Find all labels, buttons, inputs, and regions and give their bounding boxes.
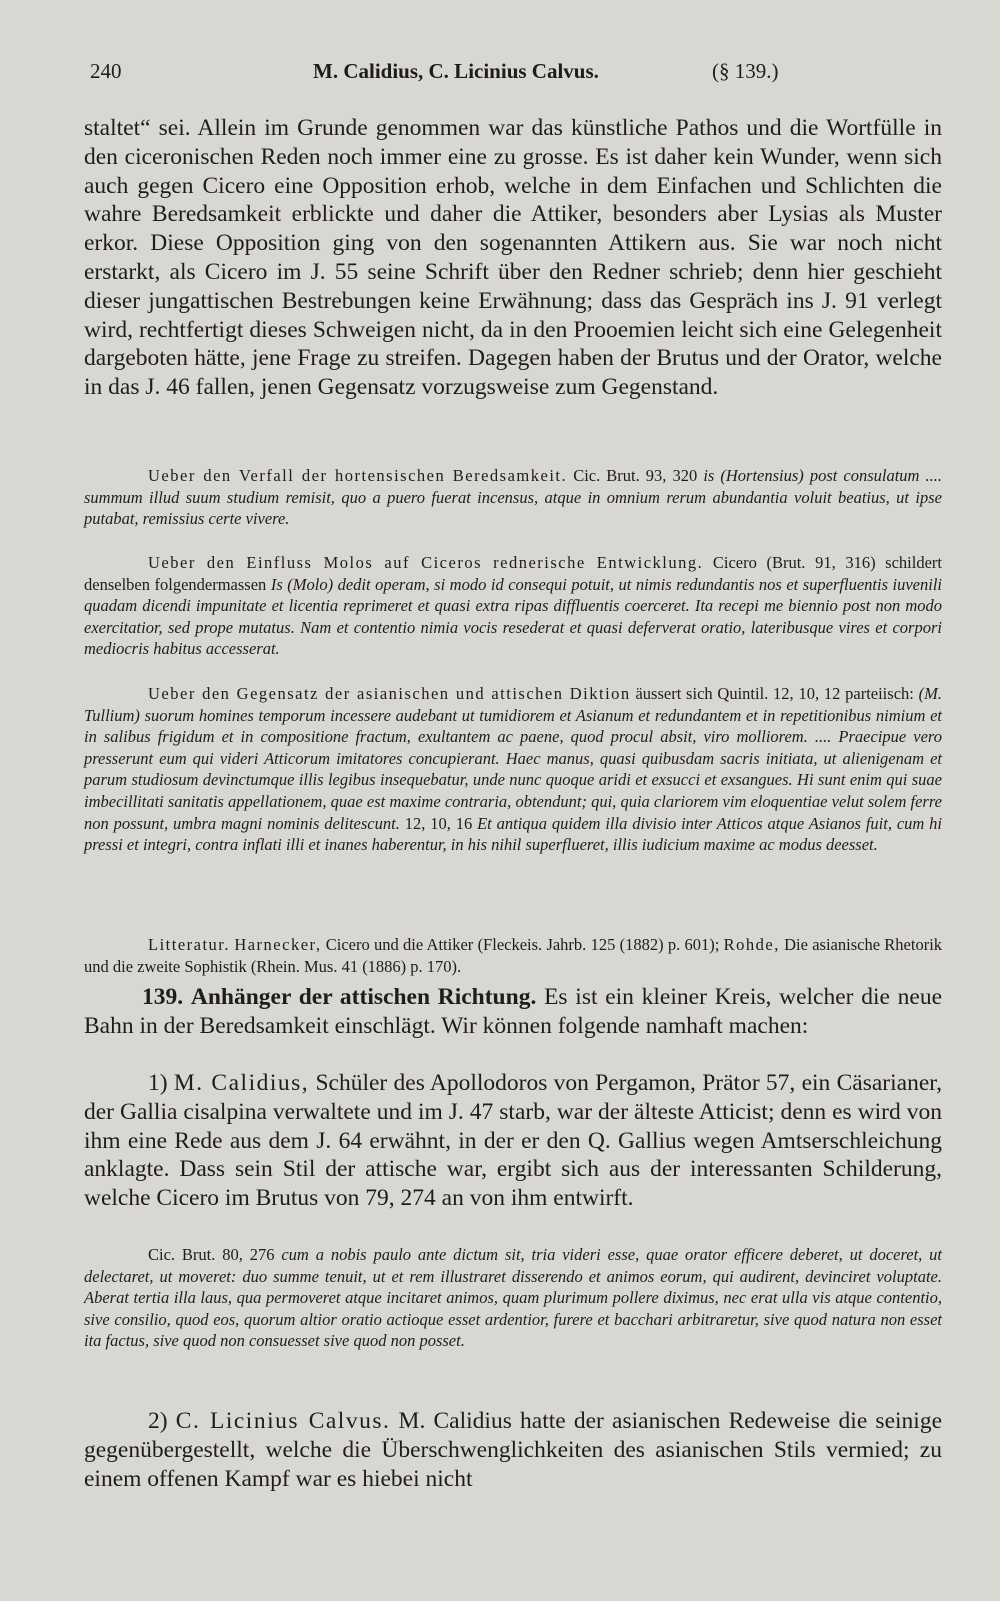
- footnote-reference: Cic. Brut. 80, 276: [148, 1245, 275, 1264]
- latin-quote: is (Hortensius) post consulatum .... summum illud suum studium remisit, quo a puero fuerat incensus, atque in omnium rerum abundantia voluit beatius, ut ipse putabat, remissius certe vivere.: [84, 466, 943, 529]
- person-name: C. Licinius Calvus.: [175, 1408, 391, 1434]
- latin-quote: Is (Molo) dedit operam, si modo id consequi potuit, ut nimis redundantis nos et superfluentis iuvenili quadam dicendi impunitate et licentia reprimeret et quasi extra ripas diffluentis coerceret. Ita recepi me biennio post non modo exercitatior, sed prope mutatus. Nam et contentio nimia vocis resederat et quasi deferverat oratio, lateribusque vires et corpori mediocris habitus accesserat.: [84, 574, 943, 659]
- list-item-calvus: [84, 1407, 942, 1493]
- author-name: Rohde,: [723, 935, 780, 954]
- latin-quote: cum a nobis paulo ante dictum sit, tria videri esse, quae orator efficere deberet, ut doceret, ut delectaret, ut moveret: duo summe tenuit, ut et rem illustraret disserendo et animos eorum, qui audirent, devinciret voluptate. Aberat tertia illa laus, qua permoveret atque incitaret animos, quam plurimum pollere diximus, nec erat ulla vis atque contentio, sive consilio, quod eos, quorum altior oratio actioque esset ardentior, furere et bacchari arbitraretur, sive quod natura non esset ita factus, sive quod non consuesset sive quod non posset.: [84, 1245, 943, 1351]
- work-title: Die asianische Rhetorik und die zweite Sophistik (Rhein. Mus. 41 (1886) p. 170).: [84, 935, 943, 976]
- footnote-reference: Cic. Brut. 93, 320: [573, 466, 698, 485]
- item-number: 2): [148, 1408, 168, 1434]
- item-text: Schüler des Apollodoros von Pergamon, Prätor 57, ein Cäsarianer, der Gallia cisalpina verwaltete und im J. 47 starb, war der älteste Atticist; denn es wird von ihm eine Rede aus dem J. 64 erwähnt, in der er den Q. Gallius wegen Amtserschleichung anklagte. Dass sein Stil der attische war, ergibt sich aus der interessanten Schilderung, welche Cicero im Brutus von 79, 274 an von ihm entwirft.: [84, 1070, 943, 1212]
- page-number: 240: [90, 59, 122, 83]
- list-item-calidius: [84, 1069, 942, 1213]
- section-139: [84, 983, 942, 1041]
- work-title: Cicero und die Attiker (Fleckeis. Jahrb. 125 (1882) p. 601);: [325, 935, 720, 954]
- literature-note: [84, 934, 942, 977]
- author-name: Harnecker,: [234, 935, 322, 954]
- section-text: Es ist ein kleiner Kreis, welcher die neue Bahn in der Beredsamkeit einschlägt. Wir können folgende namhaft machen:: [84, 984, 943, 1039]
- footnote-heading: Ueber den Verfall der hortensischen Beredsamkeit.: [148, 466, 568, 485]
- footnote-reference: 12, 10, 16: [404, 813, 473, 833]
- footnote-heading: Ueber den Einfluss Molos auf Ciceros rednerische Entwicklung.: [148, 553, 704, 572]
- page-header: [90, 55, 940, 89]
- footnote-text: äussert sich Quintil. 12, 10, 12 parteiisch:: [635, 684, 914, 703]
- section-number: 139.: [142, 984, 184, 1010]
- section-reference: (§ 139.): [712, 59, 779, 83]
- footnote-hortensius: [84, 465, 942, 530]
- latin-quote: Et antiqua quidem illa divisio inter Atticos atque Asianos fuit, cum hi pressi et integri, contra inflati illi et inanes haberentur, in his nihil superflueret, illis iudicium maxime ac modus deesset.: [84, 813, 943, 855]
- literature-label: Litteratur.: [148, 935, 231, 954]
- footnote-asian-attic-diction: [84, 683, 942, 856]
- footnote-heading: Ueber den Gegensatz der asianischen und attischen Diktion: [148, 684, 631, 703]
- latin-quote: (M. Tullium) suorum homines temporum incessere audebant ut tumidiorem et Asianum et redundantem et in repetitionibus nimium et in salibus frigidum et in compositione fractum, exultantem ac paene, quod procul absit, viro molliorem. .... Praecipue vero presserunt eum qui videri Atticorum imitatores concupierant. Haec manus, quasi quibusdam sacris initiata, ut alienigenam et parum studiosum devinctumque illis legibus insequebatur, unde nunc quoque aridi et exsucci et exsangues. Hi sunt enim qui suae imbecillitati sanitatis appellationem, quae est maxime contraria, obtendunt; qui, quia clariorem vim eloquentiae velut solem ferre non possunt, umbra magni nominis delitescunt.: [84, 684, 943, 833]
- footnote-molo: [84, 552, 942, 660]
- footnote-text: Cicero (Brut. 91, 316) schildert denselben folgendermassen: [84, 553, 943, 594]
- footnote-brutus: [84, 1244, 942, 1352]
- item-number: 1): [148, 1070, 168, 1096]
- body-paragraph-1: staltet“ sei. Allein im Grunde genommen war das künstliche Pathos und die Wortfülle in den ciceronischen Reden noch immer eine zu grosse. Es ist daher kein Wunder, wenn sich auch gegen Cicero eine Opposition erhob, welche in dem Einfachen und Schlichten die wahre Beredsamkeit erblickte und daher die Attiker, besonders aber Lysias als Muster erkor. Diese Opposition ging von den sogenannten Attikern aus. Sie war noch nicht erstarkt, als Cicero im J. 55 seine Schrift über den Redner schrieb; denn hier geschieht dieser jungattischen Bestrebungen keine Erwähnung; dass das Gespräch ins J. 91 verlegt wird, rechtfertigt dieses Schweigen nicht, da in den Prooemien leicht sich eine Gelegenheit dargeboten hätte, jene Frage zu streifen. Dagegen haben der Brutus und der Orator, welche in das J. 46 fallen, jenen Gegensatz vorzugsweise zum Gegenstand.: [84, 115, 942, 401]
- running-title: M. Calidius, C. Licinius Calvus.: [313, 59, 599, 83]
- person-name: M. Calidius,: [173, 1070, 310, 1096]
- section-title: Anhänger der attischen Richtung.: [190, 984, 537, 1010]
- item-text: M. Calidius hatte der asianischen Redeweise die seinige gegenübergestellt, welche die Überschwenglichkeiten des asianischen Stils vermied; zu einem offenen Kampf war es hiebei nicht: [84, 1408, 942, 1492]
